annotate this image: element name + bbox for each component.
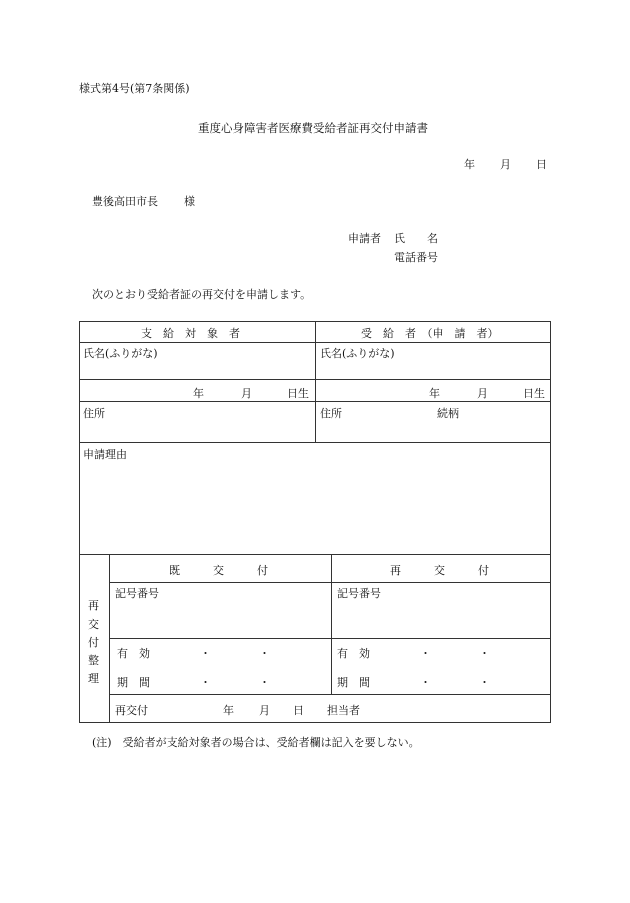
birth-day-right: 日生 — [523, 387, 545, 400]
reissue-side-char: 交 — [88, 618, 99, 631]
symbol-number-label-left: 記号番号 — [115, 587, 159, 600]
birth-month-right: 月 — [477, 387, 488, 400]
dot: ・ — [259, 676, 270, 689]
addressee-honorific: 様 — [184, 195, 195, 208]
birth-day-left: 日生 — [287, 387, 309, 400]
applicant-label: 申請者 — [348, 232, 381, 245]
intro-text: 次のとおり受給者証の再交付を申請します。 — [92, 288, 312, 301]
relation-label: 続柄 — [437, 407, 459, 420]
address-label-left: 住所 — [83, 407, 105, 420]
table-border-right — [550, 321, 551, 723]
date-month: 月 — [500, 158, 511, 171]
reissue-side-char: 整 — [88, 654, 99, 667]
period-label-right: 期 間 — [337, 676, 370, 689]
reissue-row-label: 再交付 — [115, 704, 148, 717]
column-divider — [315, 321, 316, 442]
header-already-issued: 既 交 付 — [169, 564, 268, 577]
dot: ・ — [259, 647, 270, 660]
reissue-side-char: 再 — [88, 599, 99, 612]
date-year: 年 — [464, 158, 475, 171]
dot: ・ — [200, 676, 211, 689]
address-label-right: 住所 — [320, 407, 342, 420]
reissue-form-table — [79, 321, 551, 723]
reissue-row-month: 月 — [259, 704, 270, 717]
reissue-side-char: 理 — [88, 672, 99, 685]
header-support-recipient: 支 給 対 象 者 — [141, 327, 240, 340]
reason-label: 申請理由 — [83, 448, 127, 461]
period-label-left: 期 間 — [117, 676, 150, 689]
table-border-bottom — [79, 722, 551, 723]
row-line — [109, 694, 551, 695]
form-number: 様式第4号(第7条関係) — [79, 82, 190, 95]
row-line — [79, 442, 551, 443]
reissue-side-char: 付 — [88, 636, 99, 649]
row-line — [109, 582, 551, 583]
row-line — [79, 554, 551, 555]
dot: ・ — [420, 647, 431, 660]
valid-label-left: 有 効 — [117, 647, 150, 660]
footnote: (注) 受給者が支給対象者の場合は、受給者欄は記入を要しない。 — [92, 736, 420, 749]
dot: ・ — [420, 676, 431, 689]
applicant-name-label: 氏 名 — [394, 232, 438, 245]
person-in-charge-label: 担当者 — [327, 704, 360, 717]
birth-year-right: 年 — [429, 387, 440, 400]
date-day: 日 — [536, 158, 547, 171]
dot: ・ — [200, 647, 211, 660]
header-reissue: 再 交 付 — [390, 564, 489, 577]
name-label-left: 氏名(ふりがな) — [83, 347, 158, 360]
addressee: 豊後高田市長 — [92, 195, 158, 208]
birth-year-left: 年 — [193, 387, 204, 400]
dot: ・ — [479, 676, 490, 689]
reissue-row-day: 日 — [293, 704, 304, 717]
document-title: 重度心身障害者医療費受給者証再交付申請書 — [198, 121, 428, 135]
row-line — [109, 638, 551, 639]
applicant-phone-label: 電話番号 — [394, 251, 438, 264]
symbol-number-label-right: 記号番号 — [337, 587, 381, 600]
dot: ・ — [479, 647, 490, 660]
column-divider — [331, 554, 332, 694]
birth-month-left: 月 — [241, 387, 252, 400]
valid-label-right: 有 効 — [337, 647, 370, 660]
name-label-right: 氏名(ふりがな) — [320, 347, 395, 360]
table-border-left — [79, 321, 80, 723]
reissue-row-year: 年 — [223, 704, 234, 717]
header-recipient-applicant: 受 給 者 （申 請 者） — [361, 327, 499, 340]
